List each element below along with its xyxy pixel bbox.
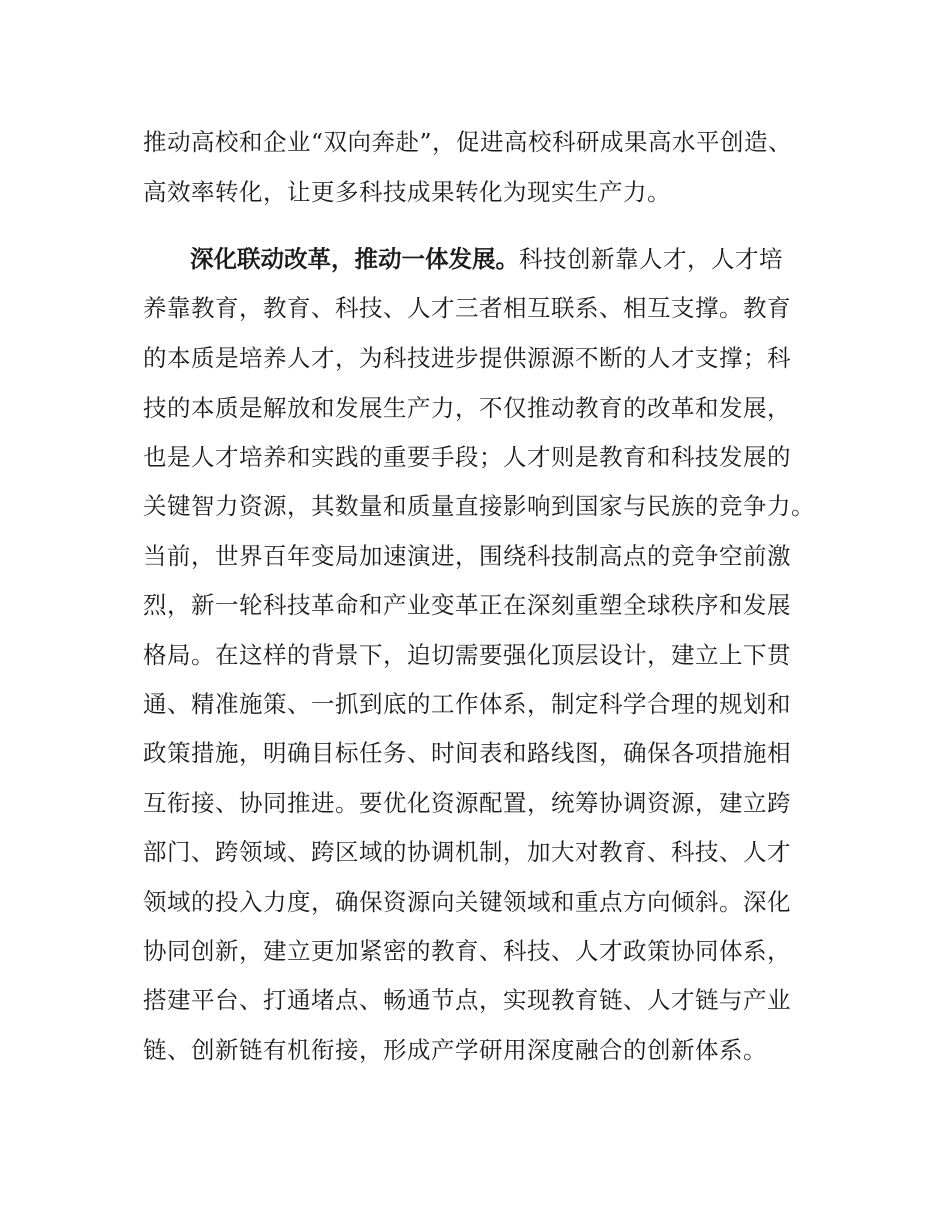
paragraph-2-line-3: 的本质是培养人才，为科技进步提供源源不断的人才支撑；科: [143, 344, 791, 372]
paragraph-1-line-1: 推动高校和企业“双向奔赴”，促进高校科研成果高水平创造、: [143, 128, 793, 156]
paragraph-2-line-17: 链、创新链有机衔接，形成产学研用深度融合的创新体系。: [143, 1036, 767, 1064]
paragraph-2-line-2: 养靠教育，教育、科技、人才三者相互联系、相互支撑。教育: [143, 294, 791, 322]
paragraph-2-line-1: [190, 244, 830, 274]
paragraph-2-line-16: 搭建平台、打通堵点、畅通节点，实现教育链、人才链与产业: [143, 986, 791, 1014]
paragraph-1-line-2: 高效率转化，让更多科技成果转化为现实生产力。: [143, 178, 671, 206]
paragraph-2-lead-sentence: 深化联动改革，推动一体发展。: [190, 245, 519, 273]
paragraph-2-line-8: 烈，新一轮科技革命和产业变革正在深刻重塑全球秩序和发展: [143, 591, 791, 619]
paragraph-2-line-1-text: 科技创新靠人才，人才培: [519, 245, 783, 273]
paragraph-2-line-11: 政策措施，明确目标任务、时间表和路线图，确保各项措施相: [143, 739, 791, 767]
paragraph-2-line-10: 通、精准施策、一抓到底的工作体系，制定科学合理的规划和: [143, 690, 791, 718]
paragraph-2-line-6: 关键智力资源，其数量和质量直接影响到国家与民族的竞争力。: [143, 492, 815, 520]
paragraph-2-line-15: 协同创新，建立更加紧密的教育、科技、人才政策协同体系，: [143, 937, 791, 965]
paragraph-2-line-13: 部门、跨领域、跨区域的协调机制，加大对教育、科技、人才: [143, 838, 791, 866]
paragraph-2-line-12: 互衔接、协同推进。要优化资源配置，统筹协调资源，建立跨: [143, 789, 791, 817]
paragraph-2-line-7: 当前，世界百年变局加速演进，围绕科技制高点的竞争空前激: [143, 542, 791, 570]
paragraph-2-line-5: 也是人才培养和实践的重要手段；人才则是教育和科技发展的: [143, 443, 791, 471]
paragraph-2-line-14: 领域的投入力度，确保资源向关键领域和重点方向倾斜。深化: [143, 888, 791, 916]
paragraph-2-line-9: 格局。在这样的背景下，迫切需要强化顶层设计，建立上下贯: [143, 641, 791, 669]
paragraph-2-line-4: 技的本质是解放和发展生产力，不仅推动教育的改革和发展，: [143, 394, 791, 422]
